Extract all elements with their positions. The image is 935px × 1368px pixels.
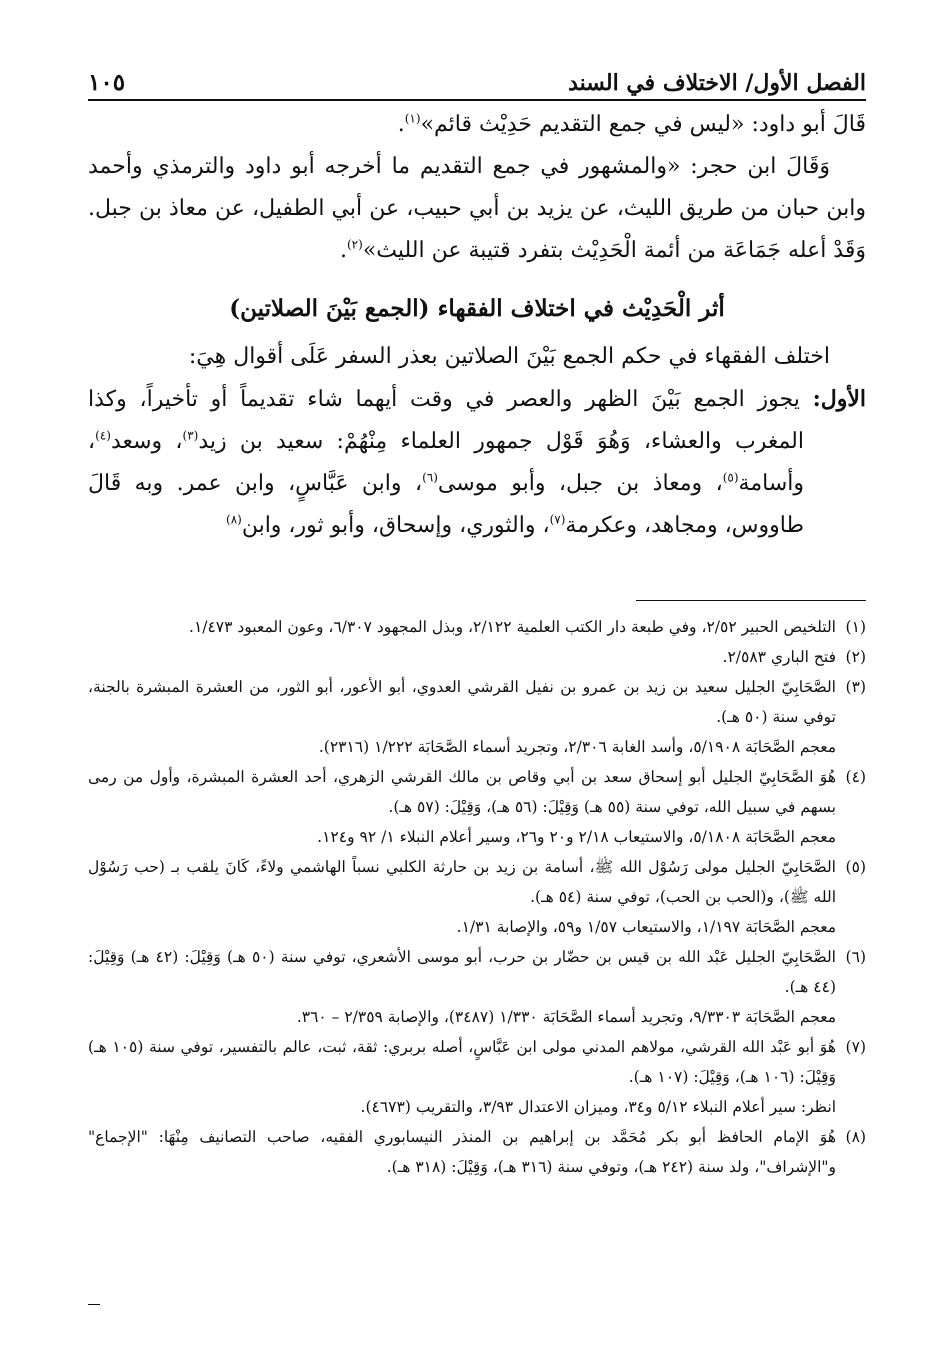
paragraph-text: ، وأسامة bbox=[88, 429, 804, 496]
footnote-text: الصَّحَابِيّ الجليل مولى رَسُوْل الله ﷺ، أسامة بن زيد بن حارثة الكلبي نسباً الهاشمي ولاءً، كَانَ يلقب بـ (حب رَسُوْل الله ﷺ)، و(الحب بن الحب)، توفي سنة (٥٤ هـ). bbox=[88, 858, 836, 906]
paragraph-text: ، ومعاذ بن جبل، وأبو موسى bbox=[437, 471, 723, 496]
footnote-4-sources: معجم الصَّحَابَة ٥/١٨٠٨، والاستيعاب ٢/١٨ و٢٠ و٢٦، وسير أعلام النبلاء ١/ ٩٢ و١٢٤. bbox=[317, 828, 836, 846]
paragraph-end: . bbox=[397, 112, 405, 137]
footnote-ref-5: (٥) bbox=[722, 470, 739, 485]
paragraph-text: وَقَالَ ابن حجر: «والمشهور في جمع التقديم ما أخرجه أبو داود والترمذي وأحمد وابن حبان من طريق الليث، عن يزيد بن أبي حبيب، عن أبي الطفيل، عن معاذ بن جبل. وَقَدْ أعله جَمَاعَة من أئمة الْحَدِيْث بتفرد قتيبة عن الليث» bbox=[88, 154, 866, 263]
footnote-ref-6: (٦) bbox=[422, 470, 438, 485]
footnote-3-sources: معجم الصَّحَابَة ٥/١٩٠٨، وأسد الغابة ٢/٣٠٦، وتجريد أسماء الصَّحَابَة ١/٢٢٢ (٢٣١٦). bbox=[318, 738, 836, 756]
footnote-2 bbox=[88, 642, 866, 672]
footnote-ref-8: (٨) bbox=[226, 512, 242, 527]
footnote-3 bbox=[88, 672, 866, 732]
opinion-label: الأول: bbox=[812, 386, 866, 412]
footnote-number: (٧) bbox=[845, 1038, 866, 1056]
paragraph-text: ، وابن عَبَّاسٍ، وابن عمر. وبه قَالَ طاووس، ومجاهد، وعكرمة bbox=[88, 471, 804, 538]
continuation-mark bbox=[88, 1304, 100, 1305]
footnote-text: الصَّحَابِيّ الجليل عَبْد الله بن قيس بن حضّار بن حرب، أبو موسى الأشعري، توفي سنة (٥٠ هـ) وَقِيْلَ: (٤٢ هـ) وَقِيْلَ: (٤٤ هـ). bbox=[88, 948, 836, 996]
running-title: الفصل الأول/ الاختلاف في السند bbox=[568, 70, 866, 96]
section-heading: أثر الْحَدِيْث في اختلاف الفقهاء (الجمع بَيْنَ الصلاتين) bbox=[229, 295, 725, 322]
footnote-8 bbox=[88, 1122, 866, 1182]
footnote-5 bbox=[88, 852, 866, 912]
paragraph-first-opinion bbox=[88, 378, 866, 547]
footnote-7-sources: انظر: سير أعلام النبلاء ٥/١٢ و٣٤، وميزان الاعتدال ٣/٩٣، والتقريب (٤٦٧٣). bbox=[360, 1098, 836, 1116]
paragraph-text: قَالَ أبو داود: «ليس في جمع التقديم حَدِيْث قائم» bbox=[420, 112, 866, 137]
header-rule bbox=[88, 99, 866, 101]
footnote-ref-1: (١) bbox=[404, 111, 421, 126]
footnote-6-sources: معجم الصَّحَابَة ٩/٣٣٠٣، وتجريد أسماء الصَّحَابَة ١/٣٣٠ (٣٤٨٧)، والإصابة ٢/٣٥٩ – ٣٦٠. bbox=[296, 1008, 836, 1026]
footnote-text: هُوَ الصَّحَابِيّ الجليل أبو إسحاق سعد بن أبي وقاص بن مالك القرشي الزهري، أحد العشرة المبشرة، وأول من رمى بسهم في سبيل الله، توفي سنة (٥٥ هـ) وَقِيْلَ: (٥٦ هـ)، وَقِيْلَ: (٥٧ هـ). bbox=[88, 768, 836, 816]
footnote-text: فتح الباري ٢/٥٨٣. bbox=[722, 648, 836, 666]
footnote-text: هُوَ أبو عَبْد الله القرشي، مولاهم المدني مولى ابن عَبَّاسٍ، أصله بربري: ثقة، ثبت، عالم بالتفسير، توفي سنة (١٠٥ هـ) وَقِيْلَ: (١٠٦ هـ)، وَقِيْلَ: (١٠٧ هـ). bbox=[88, 1038, 836, 1086]
footnote-ref-7: (٧) bbox=[549, 512, 566, 527]
paragraph-text: يجوز الجمع بَيْنَ الظهر والعصر في وقت أيهما شاء تقديماً أو تأخيراً، وكذا المغرب والعشاء، وَهُوَ قَوْل جمهور العلماء مِنْهُمْ: سعيد بن زيد bbox=[88, 387, 813, 454]
footnote-number: (٣) bbox=[845, 678, 866, 696]
footnotes bbox=[88, 612, 866, 1182]
footnote-1 bbox=[88, 612, 866, 642]
footnote-separator bbox=[636, 600, 866, 601]
page-header bbox=[88, 56, 866, 96]
footnote-text: هُوَ الإمام الحافظ أبو بكر مُحَمَّد بن إبراهيم بن المنذر النيسابوري الفقيه، صاحب التصانيف مِنْهَا: "الإجماع" و"الإشراف"، ولد سنة (٢٤٢ هـ)، وتوفي سنة (٣١٦ هـ)، وَقِيْلَ: (٣١٨ هـ). bbox=[88, 1128, 836, 1176]
footnote-7 bbox=[88, 1032, 866, 1092]
footnote-4 bbox=[88, 762, 866, 822]
footnote-ref-2: (٢) bbox=[346, 237, 363, 252]
paragraph-ibn-hajar bbox=[88, 146, 866, 272]
footnote-number: (١) bbox=[845, 618, 866, 636]
paragraph-end: . bbox=[339, 238, 347, 263]
footnote-text: التلخيص الحبير ٢/٥٢، وفي طبعة دار الكتب العلمية ٢/١٢٢، وبذل المجهود ٦/٣٠٧، وعون المعبود ١/٤٧٣. bbox=[189, 618, 836, 636]
footnote-text: الصَّحَابِيّ الجليل سعيد بن زيد بن عمرو بن نفيل القرشي العدوي، أبو الأعور، أبو الثور، من العشرة المبشرة بالجنة، توفي سنة (٥٠ هـ). bbox=[88, 678, 836, 726]
paragraph-text: ، والثوري، وإسحاق، وأبو ثور، وابن bbox=[241, 513, 550, 538]
footnote-number: (٨) bbox=[845, 1128, 866, 1146]
paragraph-intro: اختلف الفقهاء في حكم الجمع بَيْنَ الصلاتين بعذر السفر عَلَى أقوال هِيَ: bbox=[188, 344, 830, 369]
footnote-number: (٢) bbox=[845, 648, 866, 666]
footnote-number: (٥) bbox=[845, 858, 866, 876]
footnote-ref-3: (٣) bbox=[182, 428, 199, 443]
main-text bbox=[88, 104, 866, 547]
footnote-number: (٦) bbox=[845, 948, 866, 966]
paragraph-abu-dawud bbox=[88, 104, 866, 146]
footnote-6 bbox=[88, 942, 866, 1002]
page-number: ١٠٥ bbox=[88, 69, 126, 96]
footnote-number: (٤) bbox=[845, 768, 866, 786]
paragraph-text: ، وسعد bbox=[110, 429, 183, 454]
footnote-5-sources: معجم الصَّحَابَة ١/١٩٧، والاستيعاب ١/٥٧ و٥٩، والإصابة ١/٣١. bbox=[456, 918, 836, 936]
footnote-ref-4: (٤) bbox=[95, 428, 111, 443]
